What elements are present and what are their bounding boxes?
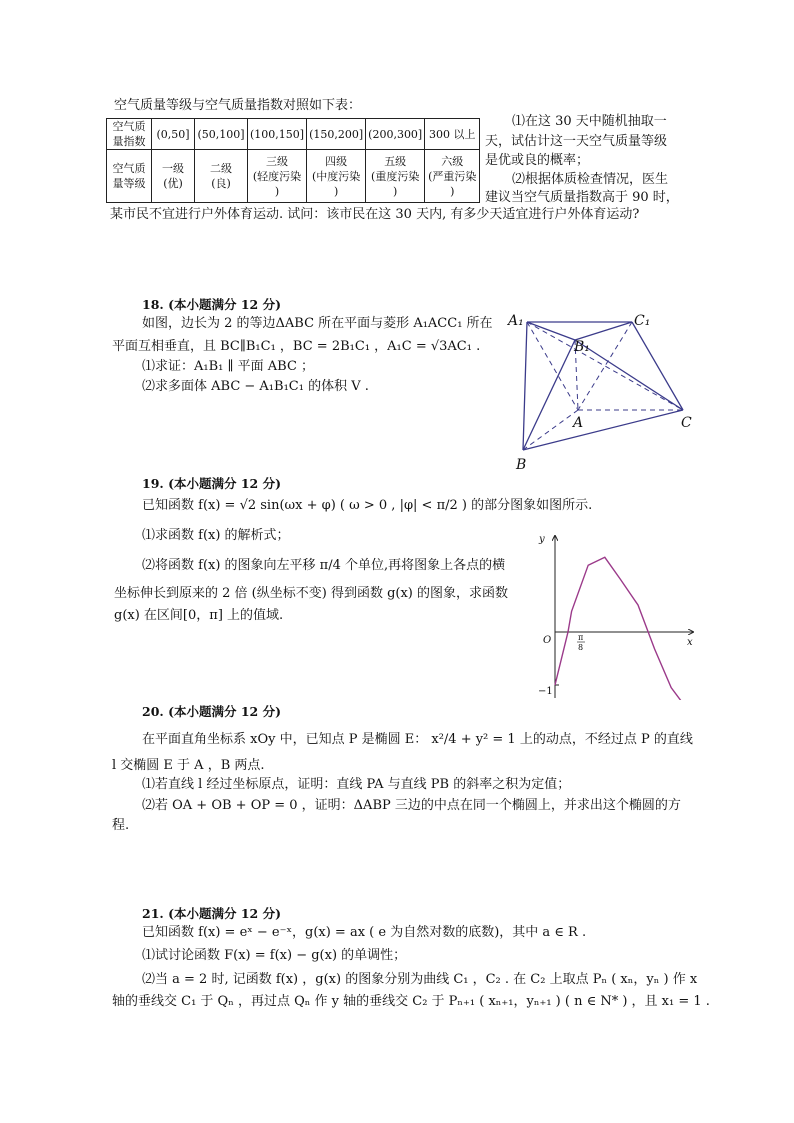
table-cell: 五级 (重度污染 ) xyxy=(366,150,425,203)
q18-title: 18. (本小题满分 12 分) xyxy=(142,297,282,312)
x-tick-den: 8 xyxy=(578,643,584,652)
q20-title: 20. (本小题满分 12 分) xyxy=(142,704,282,719)
q20-line1: 在平面直角坐标系 xOy 中，已知点 P 是椭圆 E： x²/4 + y² = 1 上的动点，不经过点 P 的直线 xyxy=(142,732,693,747)
q20-line2: l 交椭圆 E 于 A ，B 两点. xyxy=(112,758,265,773)
label-c: C xyxy=(681,415,692,431)
edge-c1-a xyxy=(578,322,632,410)
q19-line1: 已知函数 f(x) = √2 sin(ωx + φ) ( ω > 0 , |φ| < π/2 ) 的部分图象如图所示. xyxy=(142,498,593,513)
label-c1: C₁ xyxy=(634,313,651,329)
air-quality-table xyxy=(106,118,480,203)
function-curve xyxy=(555,557,685,700)
table-cell: (100,150] xyxy=(248,119,307,150)
table-cell: 一级 (优) xyxy=(152,150,195,203)
label-a: A xyxy=(573,415,584,431)
q21-part2-line2: 轴的垂线交 C₁ 于 Qₙ ，再过点 Qₙ 作 y 轴的垂线交 C₂ 于 Pₙ₊₁ ( xₙ₊₁，yₙ₊₁ ) ( n ∈ N* ) ，且 x₁ = 1 . xyxy=(112,994,710,1009)
table-cell: (200,300] xyxy=(366,119,425,150)
q20-part2: ⑵若 OA + OB + OP = 0 ，证明：ΔABP 三边的中点在同一个椭圆上，并求出这个椭圆的方 xyxy=(142,798,681,813)
q21-part2: ⑵当 a = 2 时, 记函数 f(x) ，g(x) 的图象分别为曲线 C₁ ，C₂ . 在 C₂ 上取点 Pₙ ( xₙ，yₙ ) 作 x xyxy=(142,972,698,987)
q19-part1: ⑴求函数 f(x) 的解析式； xyxy=(142,528,290,543)
q21-title: 21. (本小题满分 12 分) xyxy=(142,906,282,921)
table-cell: 六级 (严重污染 ) xyxy=(425,150,480,203)
edge-b1-c1 xyxy=(575,322,632,340)
q17-final-line: 某市民不宜进行户外体育运动. 试问：该市民在这 30 天内, 有多少天适宜进行户外体育运动? xyxy=(110,207,640,222)
q17-part1-line: ⑴在这 30 天中随机抽取一 xyxy=(512,114,667,129)
q19-part2-line: ⑵将函数 f(x) 的图象向左平移 π/4 个单位,再将图象上各点的横 xyxy=(142,558,506,573)
q19-part2-line: g(x) 在区间[0，π] 上的值域. xyxy=(114,608,284,623)
table-cell: 四级 (中度污染 ) xyxy=(307,150,366,203)
edge-a1-c xyxy=(527,322,683,410)
edge-a1-a xyxy=(527,322,578,410)
edge-a-b xyxy=(523,410,578,450)
label-b: B xyxy=(516,457,527,473)
table-cell: 三级 (轻度污染 ) xyxy=(248,150,307,203)
q17-intro: 空气质量等级与空气质量指数对照如下表： xyxy=(114,98,362,113)
q17-part1-line: 天，试估计这一天空气质量等级 xyxy=(485,134,668,149)
label-a1: A₁ xyxy=(508,313,524,329)
y-tick-label: −1 xyxy=(538,686,553,697)
y-axis-label: y xyxy=(539,534,545,545)
q17-part2-line: ⑵根据体质检查情况，医生 xyxy=(512,172,669,187)
q20-part2-end: 程. xyxy=(112,818,130,833)
table-cell: 二级 (良) xyxy=(195,150,248,203)
origin-label: O xyxy=(543,635,552,646)
edge-a1-b1 xyxy=(527,322,575,340)
q20-part1: ⑴若直线 l 经过坐标原点，证明：直线 PA 与直线 PB 的斜率之积为定值； xyxy=(142,777,571,792)
sine-graph xyxy=(535,530,700,700)
x-axis-label: x xyxy=(687,637,693,648)
polyhedron-figure xyxy=(500,305,710,475)
q18-line2: 平面互相垂直，且 BC∥B₁C₁ ，BC = 2B₁C₁ ，A₁C = √3AC₁ . xyxy=(112,339,481,354)
edge-b1-c xyxy=(575,340,683,410)
table-cell: 300 以上 xyxy=(425,119,480,150)
table-cell: (0,50] xyxy=(152,119,195,150)
q17-part1-line: 是优或良的概率； xyxy=(485,153,590,168)
q17-part2-line: 建议当空气质量指数高于 90 时， xyxy=(485,190,679,205)
q21-part1: ⑴试讨论函数 F(x) = f(x) − g(x) 的单调性； xyxy=(142,948,407,963)
q21-line1: 已知函数 f(x) = eˣ − e⁻ˣ，g(x) = ax ( e 为自然对数的底数)，其中 a ∈ R . xyxy=(142,925,587,940)
table-cell: (150,200] xyxy=(307,119,366,150)
q19-title: 19. (本小题满分 12 分) xyxy=(142,476,282,491)
table-header-level: 空气质 量等级 xyxy=(107,150,152,203)
label-b1: B₁ xyxy=(574,339,590,355)
edge-a1-b xyxy=(523,322,527,450)
q18-part2: ⑵求多面体 ABC − A₁B₁C₁ 的体积 V . xyxy=(142,379,369,394)
q19-part2-line: 坐标伸长到原来的 2 倍 (纵坐标不变) 得到函数 g(x) 的图象，求函数 xyxy=(114,586,509,601)
table-header-index: 空气质 量指数 xyxy=(107,119,152,150)
q18-line1: 如图，边长为 2 的等边ΔABC 所在平面与菱形 A₁ACC₁ 所在 xyxy=(142,316,493,331)
q18-part1: ⑴求证：A₁B₁ ∥ 平面 ABC ； xyxy=(142,359,315,374)
table-cell: (50,100] xyxy=(195,119,248,150)
x-tick-num: π xyxy=(578,633,584,642)
edge-b1-b xyxy=(523,340,575,450)
edge-b-c xyxy=(523,410,683,450)
edge-c1-c xyxy=(632,322,683,410)
